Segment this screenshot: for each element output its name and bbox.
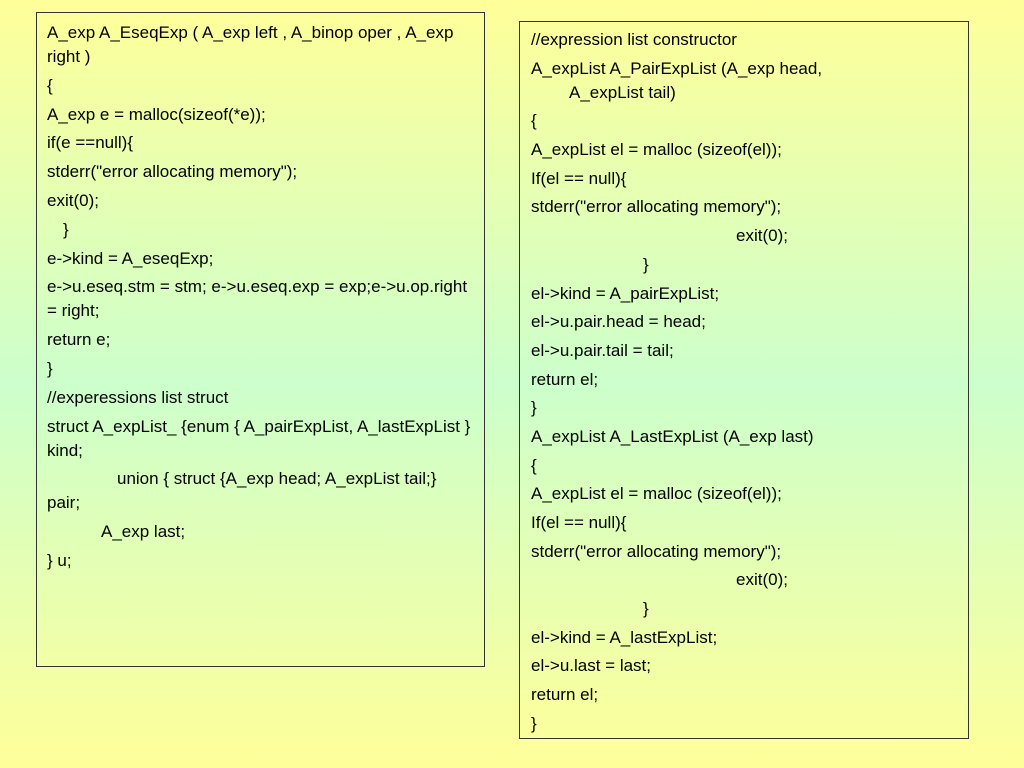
code-line: A_expList el = malloc (sizeof(el)); bbox=[531, 484, 782, 504]
code-line: { bbox=[47, 75, 53, 95]
code-line: return el; bbox=[531, 369, 599, 389]
code-comment: //experessions list struct bbox=[47, 387, 229, 407]
code-line: } bbox=[47, 358, 53, 378]
code-line: stderr("error allocating memory"); bbox=[531, 541, 782, 561]
code-line: el->u.pair.tail = tail; bbox=[531, 340, 674, 360]
code-line: } bbox=[643, 254, 649, 274]
code-line: } bbox=[531, 713, 537, 733]
right-code-panel bbox=[519, 21, 969, 739]
code-line: stderr("error allocating memory"); bbox=[531, 197, 782, 217]
code-line: A_expList A_PairExpList (A_exp head, bbox=[531, 58, 823, 78]
code-line: exit(0); bbox=[47, 190, 99, 210]
code-line: } bbox=[63, 219, 69, 239]
code-line: A_exp last; bbox=[101, 522, 186, 542]
code-line: A_expList el = malloc (sizeof(el)); bbox=[531, 140, 782, 160]
code-line: } bbox=[643, 599, 649, 619]
code-line: el->u.last = last; bbox=[531, 656, 652, 676]
code-line: If(el == null){ bbox=[531, 513, 627, 532]
code-line-text: union { struct {A_exp head; A_expList tail;} pair; bbox=[47, 469, 437, 513]
code-line: { bbox=[531, 455, 537, 475]
code-line: el->u.pair.head = head; bbox=[531, 312, 706, 332]
code-line: return e; bbox=[47, 330, 111, 350]
code-line: A_exp e = malloc(sizeof(*e)); bbox=[47, 104, 266, 124]
left-code-panel bbox=[36, 12, 485, 667]
code-line: return el; bbox=[531, 685, 599, 705]
code-line: exit(0); bbox=[736, 226, 788, 246]
code-line: { bbox=[531, 111, 537, 131]
code-line: if(e ==null){ bbox=[47, 133, 133, 153]
code-line: e->kind = A_eseqExp; bbox=[47, 248, 214, 268]
code-line: el->kind = A_lastExpList; bbox=[531, 627, 718, 647]
code-comment: //expression list constructor bbox=[531, 30, 737, 49]
code-line: el->kind = A_pairExpList; bbox=[531, 283, 720, 303]
code-line: struct A_expList_ {enum { A_pairExpList, A_lastExpList } kind; bbox=[47, 416, 471, 460]
code-line: e->u.eseq.stm = stm; e->u.eseq.exp = exp;e->u.op.right = right; bbox=[47, 277, 468, 321]
code-line: } u; bbox=[47, 550, 72, 570]
code-line: A_exp A_EseqExp ( A_exp left , A_binop oper , A_exp right ) bbox=[47, 23, 454, 66]
code-line: If(el == null){ bbox=[531, 168, 627, 188]
code-line: } bbox=[531, 398, 537, 418]
code-line bbox=[47, 467, 474, 515]
code-line: A_expList A_LastExpList (A_exp last) bbox=[531, 426, 814, 446]
code-line: stderr("error allocating memory"); bbox=[47, 162, 298, 182]
code-line: A_expList tail) bbox=[569, 82, 676, 102]
code-line: exit(0); bbox=[736, 570, 788, 590]
